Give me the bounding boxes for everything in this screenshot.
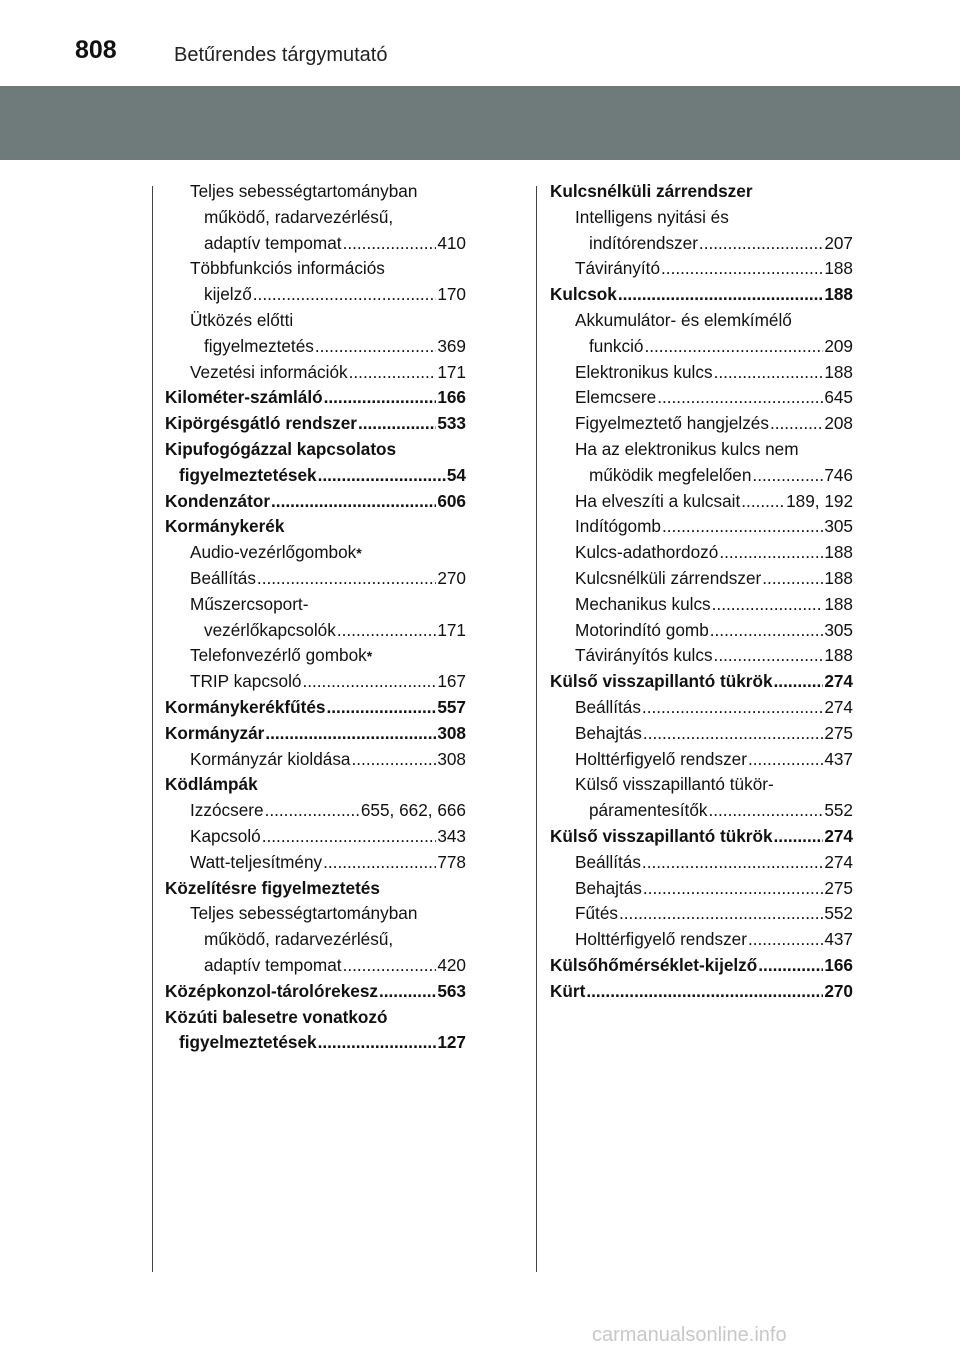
index-entry-page: 274	[824, 671, 853, 692]
index-entry-label: funkció	[589, 335, 644, 356]
index-entry	[165, 411, 466, 437]
index-entry	[550, 592, 853, 618]
index-entry-label: Holttérfigyelő rendszer	[575, 748, 747, 769]
dot-leader	[642, 695, 823, 721]
index-entry-label: Teljes sebességtartományban	[190, 181, 418, 201]
index-entry-label: figyelmeztetések	[179, 1032, 317, 1053]
index-entry	[165, 256, 466, 282]
index-entry	[165, 566, 466, 592]
index-entry-page: 189, 192	[786, 490, 853, 511]
index-entry	[165, 334, 466, 360]
dot-leader	[318, 463, 446, 489]
index-entry	[550, 618, 853, 644]
index-entry-label: Motorindító gomb	[575, 619, 709, 640]
index-entry-label: Elektronikus kulcs	[575, 361, 713, 382]
dot-leader	[586, 979, 823, 1005]
index-entry-label: Közúti balesetre vonatkozó	[165, 1006, 388, 1027]
header-band	[0, 86, 960, 160]
dot-leader	[710, 618, 824, 644]
index-entry-label: Külső visszapillantó tükrök	[550, 671, 773, 692]
index-entry	[550, 979, 853, 1005]
index-entry	[550, 643, 853, 669]
index-entry-label: Indítógomb	[575, 516, 661, 537]
dot-leader	[271, 489, 436, 515]
index-entry	[165, 953, 466, 979]
index-entry-label: Akkumulátor- és elemkímélő	[575, 309, 792, 330]
index-column-right	[550, 179, 853, 1005]
index-entry-page: 305	[824, 619, 853, 640]
index-entry	[165, 747, 466, 773]
index-entry-label: Műszercsoport-	[190, 593, 309, 614]
index-entry: Telefonvezérlő gombok *	[165, 643, 466, 669]
index-entry	[165, 927, 466, 953]
index-entry-label: vezérlőkapcsolók	[204, 619, 336, 640]
column-divider-left	[152, 186, 153, 1272]
index-entry-page: 171	[437, 361, 466, 382]
dot-leader	[302, 669, 436, 695]
index-entry	[550, 772, 853, 798]
index-entry	[165, 979, 466, 1005]
index-entry-label: Ütközés előtti	[190, 309, 294, 330]
index-entry-page: 410	[437, 232, 466, 253]
index-entry	[165, 385, 466, 411]
dot-leader	[774, 669, 824, 695]
index-entry	[550, 385, 853, 411]
index-entry	[165, 1030, 466, 1056]
index-entry-page: 533	[437, 413, 466, 434]
dot-leader	[379, 979, 436, 1005]
dot-leader	[352, 747, 437, 773]
index-entry-label: Távirányító	[575, 258, 661, 279]
watermark: carmanualsonline.info	[592, 1324, 787, 1346]
index-entry-label: Mechanikus kulcs	[575, 593, 711, 614]
index-entry	[165, 514, 466, 540]
dot-leader	[315, 334, 436, 360]
index-entry	[165, 437, 466, 463]
index-entry-page: 274	[824, 851, 853, 872]
index-entry-label: Kürt	[550, 980, 586, 1001]
dot-leader	[265, 721, 436, 747]
index-entry	[165, 489, 466, 515]
index-entry-page: 188	[824, 645, 853, 666]
index-entry	[165, 824, 466, 850]
index-entry-label: Ha az elektronikus kulcs nem	[575, 438, 799, 459]
index-entry-page: 274	[824, 825, 853, 846]
index-entry-label: figyelmeztetések	[179, 464, 317, 485]
index-entry-label: Fűtés	[575, 903, 618, 924]
index-entry-page: 437	[824, 748, 853, 769]
index-entry-label: Kipufogógázzal kapcsolatos	[165, 438, 397, 459]
index-entry-label: Külsőhőmérséklet-kijelző	[550, 954, 758, 975]
index-entry-label: működik megfelelően	[589, 464, 752, 485]
index-entry-page: 343	[437, 825, 466, 846]
dot-leader	[741, 489, 785, 515]
dot-leader	[714, 643, 824, 669]
index-entry-label: Intelligens nyitási és	[575, 206, 729, 227]
index-entry-label: Watt-teljesítmény	[190, 851, 323, 872]
index-entry-page: 166	[824, 954, 853, 975]
index-entry	[550, 695, 853, 721]
dot-leader	[643, 721, 823, 747]
index-entry-label: működő, radarvezérlésű,	[204, 929, 394, 950]
index-entry-page: 188	[824, 258, 853, 279]
index-entry-page: 208	[824, 413, 853, 434]
index-entry-page: 270	[437, 567, 466, 588]
dot-leader	[358, 411, 436, 437]
index-entry-page: 166	[437, 387, 466, 408]
index-entry-label: Behajtás	[575, 722, 642, 743]
dot-leader	[618, 282, 823, 308]
index-entry-page: 606	[437, 490, 466, 511]
index-entry-page: 778	[437, 851, 466, 872]
index-entry-label: Kulcsnélküli zárrendszer	[550, 181, 753, 201]
dot-leader	[343, 231, 437, 257]
index-entry-page: 54	[446, 464, 466, 485]
index-entry-label: Kondenzátor	[165, 490, 271, 511]
dot-leader	[699, 231, 823, 257]
dot-leader	[752, 463, 823, 489]
dot-leader	[657, 385, 823, 411]
index-entry-page: 270	[824, 980, 853, 1001]
index-entry-label: páramentesítők	[589, 800, 708, 821]
index-entry	[550, 540, 853, 566]
index-entry	[165, 618, 466, 644]
index-entry-label: Közelítésre figyelmeztetés	[165, 877, 380, 898]
index-entry	[165, 695, 466, 721]
index-entry: Audio-vezérlőgombok *	[165, 540, 466, 566]
index-entry	[165, 205, 466, 231]
dot-leader	[349, 360, 437, 386]
index-entry-label: Kormányzár	[165, 722, 265, 743]
index-entry	[550, 463, 853, 489]
index-entry	[165, 721, 466, 747]
index-entry	[550, 205, 853, 231]
index-entry-label: Kipörgésgátló rendszer	[165, 413, 357, 434]
index-entry-page: 188	[824, 593, 853, 614]
index-entry-label: Vezetési információk	[190, 361, 348, 382]
index-entry-page: 420	[437, 954, 466, 975]
index-entry	[550, 953, 853, 979]
index-entry-label: Ködlámpák	[165, 774, 258, 795]
index-entry-label: Középkonzol-tárolórekesz	[165, 980, 378, 1001]
dot-leader	[774, 824, 824, 850]
index-entry	[550, 360, 853, 386]
index-entry-label: működő, radarvezérlésű,	[204, 206, 394, 227]
index-entry-label: Külső visszapillantó tükrök	[550, 825, 773, 846]
index-entry-page: 308	[437, 722, 466, 743]
index-entry-page: 645	[824, 387, 853, 408]
index-entry	[550, 256, 853, 282]
index-entry-label: kijelző	[204, 284, 252, 305]
index-entry-page: 127	[437, 1032, 466, 1053]
index-entry-label: Beállítás	[575, 696, 641, 717]
index-entry-label: Kulcsok	[550, 284, 617, 305]
dot-leader	[662, 514, 823, 540]
index-entry	[165, 360, 466, 386]
index-entry-page: 188	[824, 542, 853, 563]
index-entry	[165, 463, 466, 489]
index-entry	[550, 669, 853, 695]
index-entry-page: 437	[824, 929, 853, 950]
index-entry	[550, 721, 853, 747]
index-entry	[550, 747, 853, 773]
index-entry	[165, 231, 466, 257]
index-entry	[550, 411, 853, 437]
index-entry	[550, 901, 853, 927]
dot-leader	[262, 824, 437, 850]
index-entry	[550, 514, 853, 540]
index-entry-label: Kulcs-adathordozó	[575, 542, 719, 563]
dot-leader	[644, 334, 823, 360]
index-entry-page: 275	[824, 877, 853, 898]
dot-leader	[770, 411, 823, 437]
index-entry-label: Ha elveszíti a kulcsait	[575, 490, 741, 511]
index-entry-label: Audio-vezérlőgombok	[190, 542, 357, 563]
dot-leader	[762, 566, 823, 592]
index-entry	[550, 489, 853, 515]
index-entry-page: 188	[824, 361, 853, 382]
index-entry	[165, 308, 466, 334]
index-entry-page: 552	[824, 800, 853, 821]
index-entry-label: Kulcsnélküli zárrendszer	[575, 567, 762, 588]
index-entry-label: TRIP kapcsoló	[190, 671, 302, 692]
index-entry-page: 209	[824, 335, 853, 356]
index-entry	[550, 850, 853, 876]
dot-leader	[748, 927, 823, 953]
index-entry	[550, 334, 853, 360]
dot-leader	[324, 385, 437, 411]
index-entry-label: Beállítás	[575, 851, 641, 872]
dot-leader	[748, 747, 823, 773]
index-entry-label: Külső visszapillantó tükör-	[575, 774, 774, 795]
index-entry	[550, 231, 853, 257]
index-entry-label: Holttérfigyelő rendszer	[575, 929, 747, 950]
index-entry-page: 207	[824, 232, 853, 253]
index-entry-label: Teljes sebességtartományban	[190, 903, 418, 924]
index-entry	[550, 927, 853, 953]
index-entry	[165, 850, 466, 876]
index-entry-page: 308	[437, 748, 466, 769]
index-entry-page: 275	[824, 722, 853, 743]
index-entry	[165, 798, 466, 824]
index-entry	[550, 824, 853, 850]
index-entry	[165, 592, 466, 618]
index-entry	[165, 669, 466, 695]
index-entry-label: Figyelmeztető hangjelzés	[575, 413, 769, 434]
index-entry	[165, 1005, 466, 1031]
index-entry	[165, 179, 466, 205]
index-entry-page: 274	[824, 696, 853, 717]
dot-leader	[265, 798, 360, 824]
index-column-left	[165, 179, 466, 1056]
index-entry	[165, 901, 466, 927]
index-entry-page: 557	[437, 696, 466, 717]
dot-leader	[758, 953, 823, 979]
index-entry-label: Többfunkciós információs	[190, 258, 385, 279]
index-entry-page: 655, 662, 666	[360, 800, 466, 821]
index-entry	[165, 282, 466, 308]
index-entry	[550, 179, 853, 205]
index-entry-label: Kormányzár kioldása	[190, 748, 351, 769]
dot-leader	[337, 618, 436, 644]
index-entry-label: adaptív tempomat	[204, 954, 342, 975]
index-entry	[550, 308, 853, 334]
dot-leader	[714, 360, 824, 386]
page-number: 808	[75, 36, 117, 64]
dot-leader	[327, 695, 437, 721]
dot-leader	[253, 282, 437, 308]
index-entry	[550, 437, 853, 463]
index-entry	[165, 772, 466, 798]
index-entry	[550, 798, 853, 824]
index-entry	[550, 282, 853, 308]
index-entry-page: 369	[437, 335, 466, 356]
dot-leader	[719, 540, 823, 566]
dot-leader	[318, 1030, 437, 1056]
index-entry-label: Izzócsere	[190, 800, 264, 821]
index-entry-page: 170	[437, 284, 466, 305]
index-entry-label: adaptív tempomat	[204, 232, 342, 253]
dot-leader	[323, 850, 436, 876]
dot-leader	[619, 901, 823, 927]
dot-leader	[708, 798, 823, 824]
dot-leader	[257, 566, 436, 592]
index-entry-label: Behajtás	[575, 877, 642, 898]
index-entry-label: Kormánykerékfűtés	[165, 696, 326, 717]
index-entry-page: 305	[824, 516, 853, 537]
dot-leader	[643, 876, 823, 902]
index-entry-label: Kormánykerék	[165, 516, 285, 537]
index-entry-label: indítórendszer	[589, 232, 698, 253]
index-entry-page: 563	[437, 980, 466, 1001]
dot-leader	[712, 592, 824, 618]
index-entry-label: Kapcsoló	[190, 825, 261, 846]
index-entry	[550, 876, 853, 902]
index-entry-label: Beállítás	[190, 567, 256, 588]
header-bar	[0, 0, 960, 78]
index-entry-page: 552	[824, 903, 853, 924]
index-entry-label: Távirányítós kulcs	[575, 645, 713, 666]
dot-leader	[343, 953, 437, 979]
page-title: Betűrendes tárgymutató	[174, 44, 388, 66]
index-entry-label: Elemcsere	[575, 387, 657, 408]
index-entry	[550, 566, 853, 592]
index-entry-page: 188	[824, 284, 853, 305]
index-entry	[165, 876, 466, 902]
index-entry-page: 171	[437, 619, 466, 640]
index-entry-page: 746	[824, 464, 853, 485]
column-divider-right	[536, 186, 537, 1272]
dot-leader	[642, 850, 823, 876]
index-entry-label: figyelmeztetés	[204, 335, 314, 356]
index-entry-label: Kilométer-számláló	[165, 387, 323, 408]
index-entry-page: 167	[437, 671, 466, 692]
dot-leader	[661, 256, 823, 282]
index-entry-label: Telefonvezérlő gombok	[190, 645, 367, 666]
index-entry-page: 188	[824, 567, 853, 588]
